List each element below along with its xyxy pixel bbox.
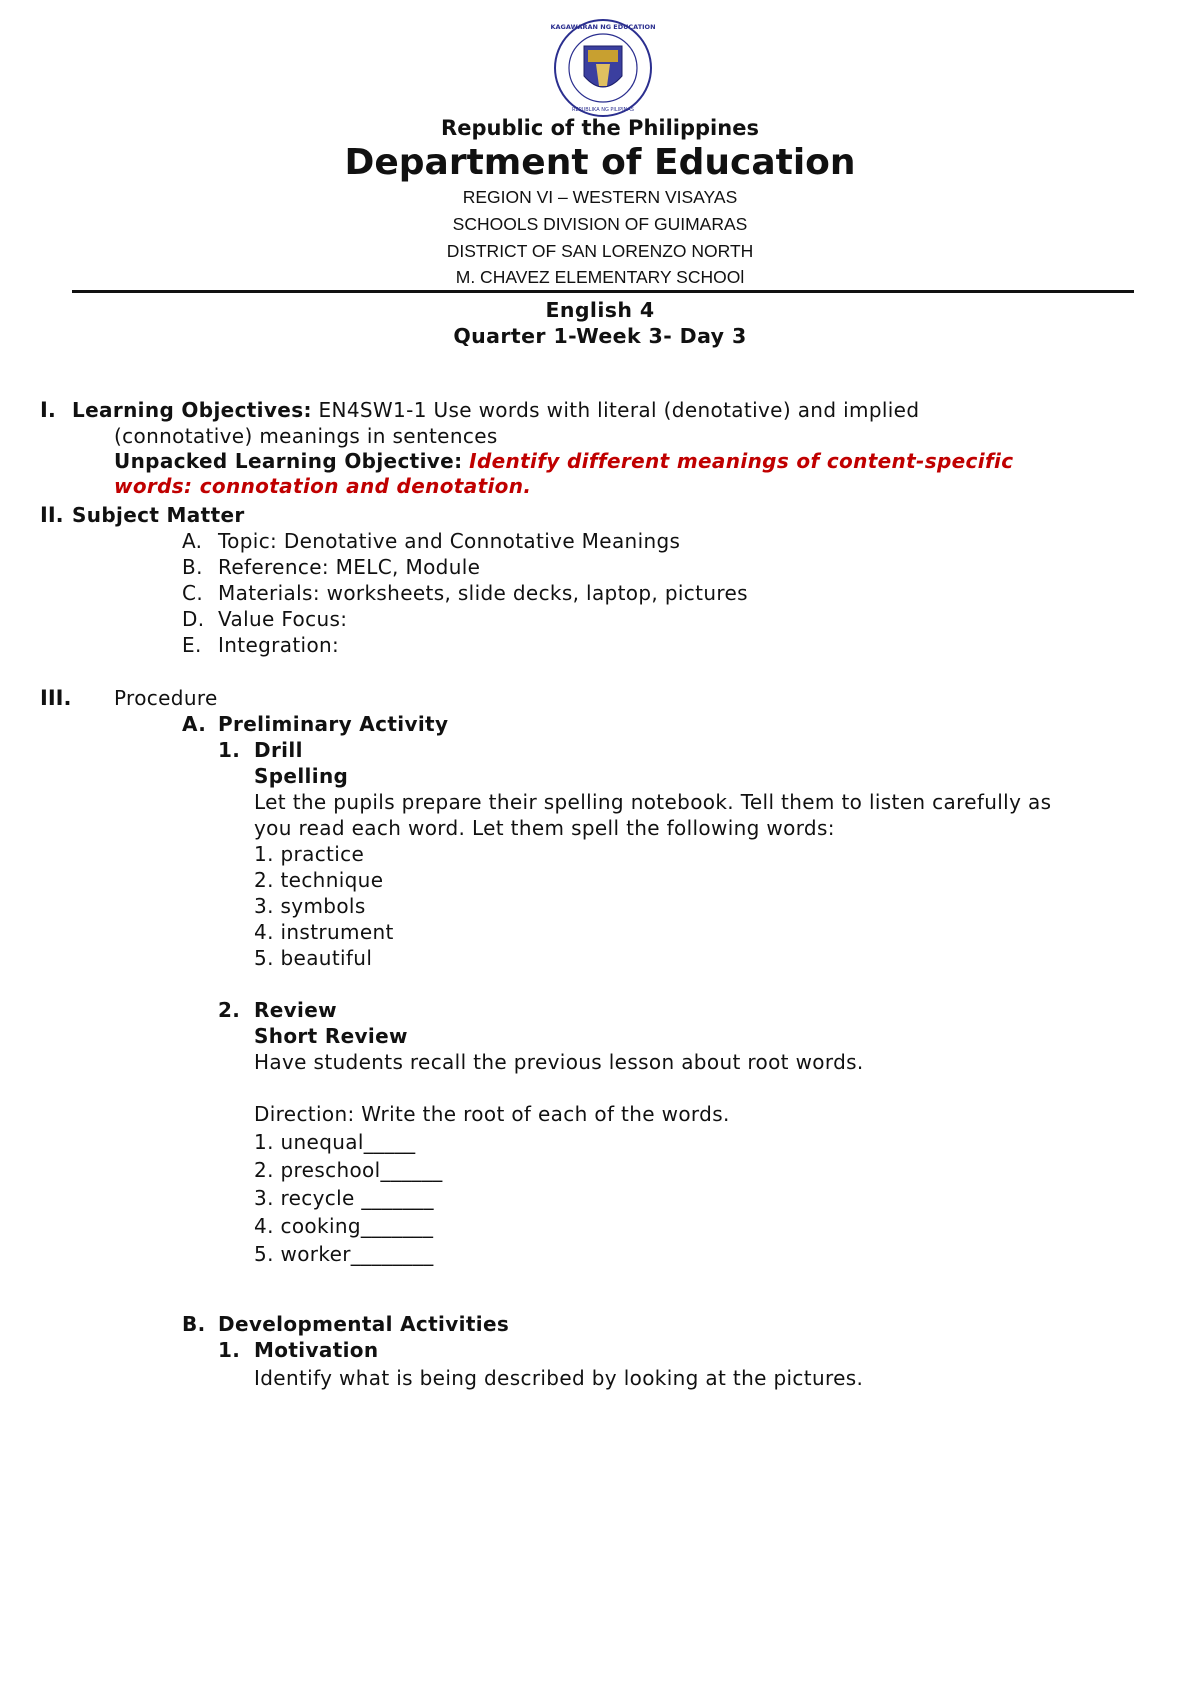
spelling-word: 2. technique bbox=[254, 868, 384, 892]
header-divider bbox=[72, 290, 1134, 293]
unpacked-objective-text-2: words: connotation and denotation. bbox=[114, 474, 532, 498]
spelling-word: 3. symbols bbox=[254, 894, 366, 918]
deped-seal-logo bbox=[544, 18, 662, 118]
review-instruction: Have students recall the previous lesson about root words. bbox=[254, 1050, 864, 1074]
school-line: M. CHAVEZ ELEMENTARY SCHOOl bbox=[455, 267, 745, 287]
list-item-number: 1. bbox=[218, 738, 241, 762]
unpacked-objective-text: Identify different meanings of content-specific bbox=[469, 449, 1014, 473]
root-word-item: 2. preschool______ bbox=[254, 1158, 443, 1182]
spelling-heading: Spelling bbox=[254, 764, 349, 788]
unpacked-objective-line bbox=[114, 449, 1013, 473]
root-word-item: 5. worker________ bbox=[254, 1242, 434, 1266]
list-item-letter: A. bbox=[182, 712, 207, 736]
spelling-word: 1. practice bbox=[254, 842, 365, 866]
spelling-word: 4. instrument bbox=[254, 920, 394, 944]
root-word-item: 1. unequal_____ bbox=[254, 1130, 416, 1154]
root-word-item: 4. cooking_______ bbox=[254, 1214, 434, 1238]
subject-matter-integration: Integration: bbox=[218, 633, 340, 657]
list-item-number: 1. bbox=[218, 1338, 241, 1362]
procedure-label: Procedure bbox=[114, 686, 218, 710]
list-item-number: 2. bbox=[218, 998, 241, 1022]
learning-objectives-text: EN4SW1-1 Use words with literal (denotative) and implied bbox=[318, 398, 920, 422]
drill-instruction-1: Let the pupils prepare their spelling notebook. Tell them to listen carefully as bbox=[254, 790, 1052, 814]
review-heading: Review bbox=[254, 998, 337, 1022]
subject-matter-label: Subject Matter bbox=[72, 503, 245, 527]
learning-objectives-line bbox=[72, 398, 919, 422]
division-line: SCHOOLS DIVISION OF GUIMARAS bbox=[452, 214, 748, 234]
learning-objectives-text-2: (connotative) meanings in sentences bbox=[114, 424, 498, 448]
short-review-heading: Short Review bbox=[254, 1024, 408, 1048]
quarter-title: Quarter 1-Week 3- Day 3 bbox=[453, 324, 747, 348]
review-direction: Direction: Write the root of each of the words. bbox=[254, 1102, 730, 1126]
seal-text: KAGAWARAN NG EDUCATION bbox=[550, 23, 656, 31]
subject-title: English 4 bbox=[545, 298, 655, 322]
district-line: DISTRICT OF SAN LORENZO NORTH bbox=[446, 241, 754, 261]
preliminary-activity-heading: Preliminary Activity bbox=[218, 712, 449, 736]
list-item-letter: E. bbox=[182, 633, 202, 657]
section-numeral-2: II. bbox=[40, 503, 64, 527]
section-numeral-1: I. bbox=[40, 398, 56, 422]
list-item-letter: C. bbox=[182, 581, 204, 605]
drill-heading: Drill bbox=[254, 738, 303, 762]
learning-objectives-label: Learning Objectives: bbox=[72, 398, 312, 422]
department-heading: Department of Education bbox=[344, 142, 856, 183]
section-numeral-3: III. bbox=[40, 686, 72, 710]
motivation-instruction: Identify what is being described by looking at the pictures. bbox=[254, 1366, 864, 1390]
developmental-activities-heading: Developmental Activities bbox=[218, 1312, 510, 1336]
subject-matter-topic: Topic: Denotative and Connotative Meanings bbox=[218, 529, 681, 553]
root-word-item: 3. recycle _______ bbox=[254, 1186, 434, 1210]
seal-bottom-text: REPUBLIKA NG PILIPINAS bbox=[572, 107, 634, 113]
unpacked-objective-label: Unpacked Learning Objective: bbox=[114, 449, 463, 473]
region-line: REGION VI – WESTERN VISAYAS bbox=[462, 187, 738, 207]
list-item-letter: B. bbox=[182, 555, 203, 579]
list-item-letter: A. bbox=[182, 529, 203, 553]
list-item-letter: D. bbox=[182, 607, 205, 631]
republic-heading: Republic of the Philippines bbox=[441, 116, 759, 140]
list-item-letter: B. bbox=[182, 1312, 206, 1336]
spelling-word: 5. beautiful bbox=[254, 946, 373, 970]
subject-matter-reference: Reference: MELC, Module bbox=[218, 555, 481, 579]
subject-matter-value-focus: Value Focus: bbox=[218, 607, 348, 631]
motivation-heading: Motivation bbox=[254, 1338, 379, 1362]
drill-instruction-2: you read each word. Let them spell the following words: bbox=[254, 816, 835, 840]
subject-matter-materials: Materials: worksheets, slide decks, laptop, pictures bbox=[218, 581, 748, 605]
